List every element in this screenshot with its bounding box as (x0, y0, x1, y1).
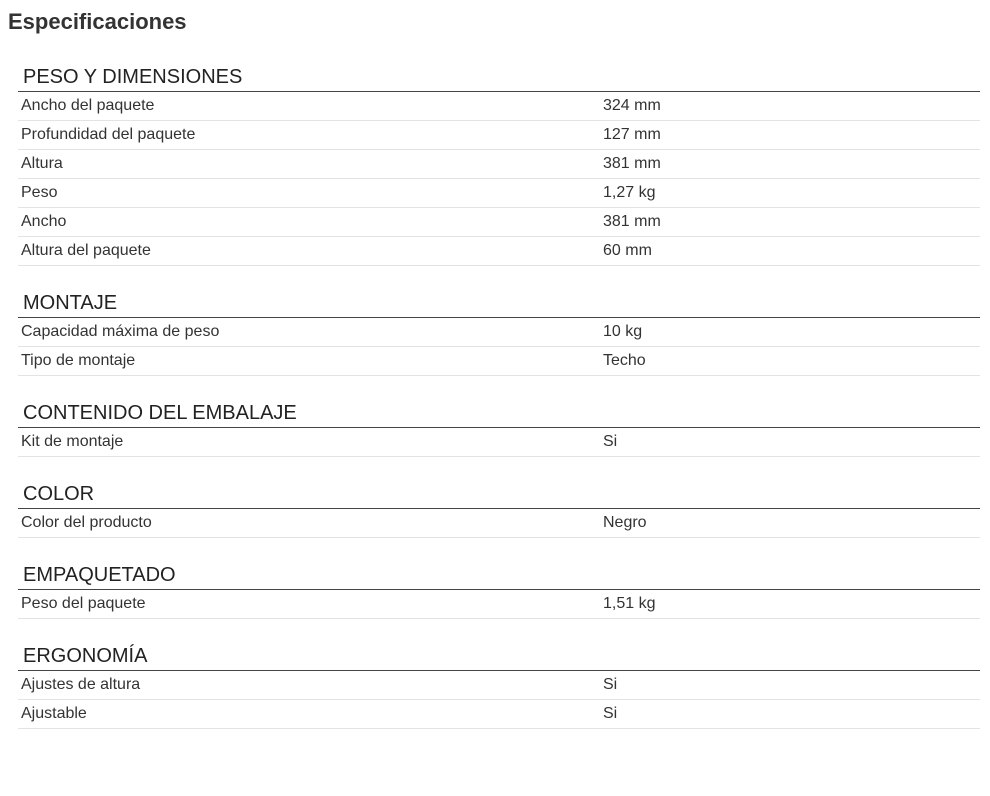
spec-value: Negro (603, 514, 647, 531)
spec-label: Kit de montaje (21, 433, 124, 450)
spec-label: Peso (21, 184, 58, 201)
spec-value: 324 mm (603, 97, 661, 114)
spec-section (18, 400, 980, 457)
spec-section (18, 643, 980, 729)
spec-row (18, 590, 980, 619)
section-header: MONTAJE (18, 290, 980, 318)
spec-label: Capacidad máxima de peso (21, 323, 220, 340)
spec-section (18, 290, 980, 376)
spec-label: Ancho del paquete (21, 97, 155, 114)
spec-row (18, 509, 980, 538)
spec-row (18, 92, 980, 121)
spec-row (18, 208, 980, 237)
spec-section (18, 64, 980, 266)
page-title: Especificaciones (8, 9, 187, 34)
spec-label: Tipo de montaje (21, 352, 136, 369)
spec-value: 1,27 kg (603, 184, 656, 201)
spec-row (18, 237, 980, 266)
spec-row (18, 150, 980, 179)
spec-row (18, 347, 980, 376)
spec-value: Techo (603, 352, 646, 369)
spec-value: 10 kg (603, 323, 643, 340)
spec-label: Altura (21, 155, 63, 172)
spec-value: Si (603, 433, 618, 450)
spec-value: Si (603, 676, 618, 693)
section-header: CONTENIDO DEL EMBALAJE (18, 400, 980, 428)
spec-label: Profundidad del paquete (21, 126, 196, 143)
spec-row (18, 121, 980, 150)
spec-section (18, 481, 980, 538)
spec-section (18, 562, 980, 619)
spec-label: Ajustable (21, 705, 87, 722)
spec-label: Ajustes de altura (21, 676, 141, 693)
section-header: EMPAQUETADO (18, 562, 980, 590)
spec-row (18, 700, 980, 729)
spec-value: Si (603, 705, 618, 722)
spec-value: 127 mm (603, 126, 661, 143)
spec-row (18, 318, 980, 347)
spec-label: Color del producto (21, 514, 152, 531)
spec-label: Peso del paquete (21, 595, 146, 612)
spec-row (18, 428, 980, 457)
section-header: COLOR (18, 481, 980, 509)
spec-value: 381 mm (603, 213, 661, 230)
section-header: ERGONOMÍA (18, 643, 980, 671)
spec-row (18, 179, 980, 208)
spec-value: 1,51 kg (603, 595, 656, 612)
spec-row (18, 671, 980, 700)
spec-label: Altura del paquete (21, 242, 151, 259)
specifications-list (18, 64, 980, 753)
spec-value: 60 mm (603, 242, 652, 259)
section-header: PESO Y DIMENSIONES (18, 64, 980, 92)
spec-label: Ancho (21, 213, 67, 230)
spec-value: 381 mm (603, 155, 661, 172)
